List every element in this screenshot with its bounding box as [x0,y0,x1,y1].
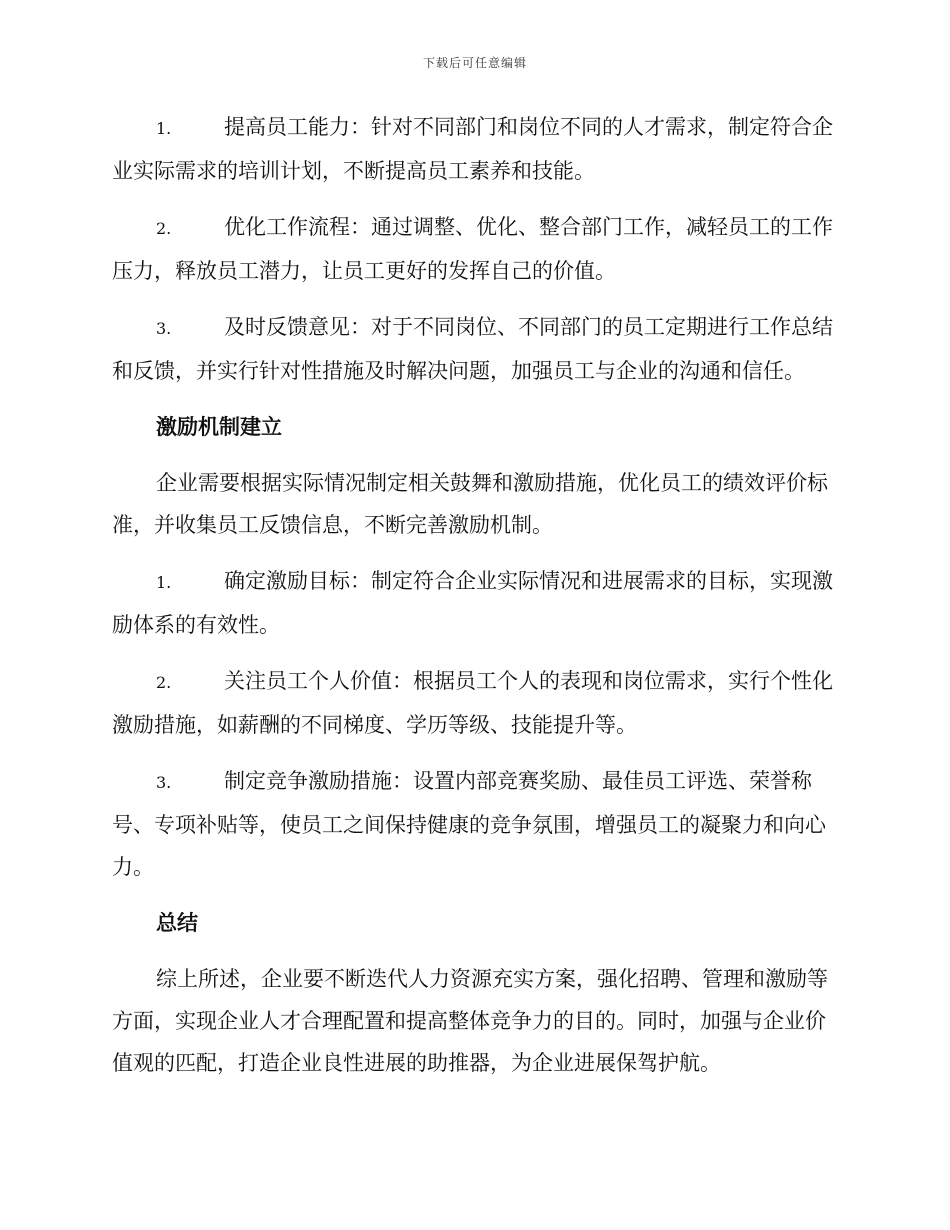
list-number: 1. [156,119,172,138]
document-body [112,106,836,1098]
list-number: 3. [156,319,172,338]
list-item [112,306,836,392]
list-text: 确定激励目标：制定符合企业实际情况和进展需求的目标，实现激励体系的有效性。 [112,569,833,637]
incentive-intro-paragraph: 企业需要根据实际情况制定相关鼓舞和激励措施，优化员工的绩效评价标准，并收集员工反馈信息，不断完善激励机制。 [112,471,828,537]
list-number: 3. [156,773,172,792]
list-text: 优化工作流程：通过调整、优化、整合部门工作，减轻员工的工作压力，释放员工潜力，让员工更好的发挥自己的价值。 [112,215,833,283]
list-text: 提高员工能力：针对不同部门和岗位不同的人才需求，制定符合企业实际需求的培训计划，不断提高员工素养和技能。 [112,115,833,183]
list-item [112,106,836,192]
list-number: 2. [156,219,172,238]
list-number: 1. [156,573,172,592]
section-heading-incentive: 激励机制建立 [156,415,282,439]
list-text: 及时反馈意见：对于不同岗位、不同部门的员工定期进行工作总结和反馈，并实行针对性措施及时解决问题，加强员工与企业的沟通和信任。 [112,315,833,383]
list-number: 2. [156,673,172,692]
summary-paragraph: 综上所述，企业要不断迭代人力资源充实方案，强化招聘、管理和激励等方面，实现企业人才合理配置和提高整体竞争力的目的。同时，加强与企业价值观的匹配，打造企业良性进展的助推器，为企业进展保驾护航。 [112,967,828,1075]
list-text: 关注员工个人价值：根据员工个人的表现和岗位需求，实行个性化激励措施，如薪酬的不同梯度、学历等级、技能提升等。 [112,669,833,737]
section-heading-summary: 总结 [156,911,198,935]
list-item [112,660,836,746]
header-note: 下载后可任意编辑 [422,56,527,70]
list-text: 制定竞争激励措施：设置内部竞赛奖励、最佳员工评选、荣誉称号、专项补贴等，使员工之间保持健康的竞争氛围，增强员工的凝聚力和向心力。 [112,769,826,879]
list-item [112,206,836,292]
list-item [112,560,836,646]
list-item [112,760,836,888]
